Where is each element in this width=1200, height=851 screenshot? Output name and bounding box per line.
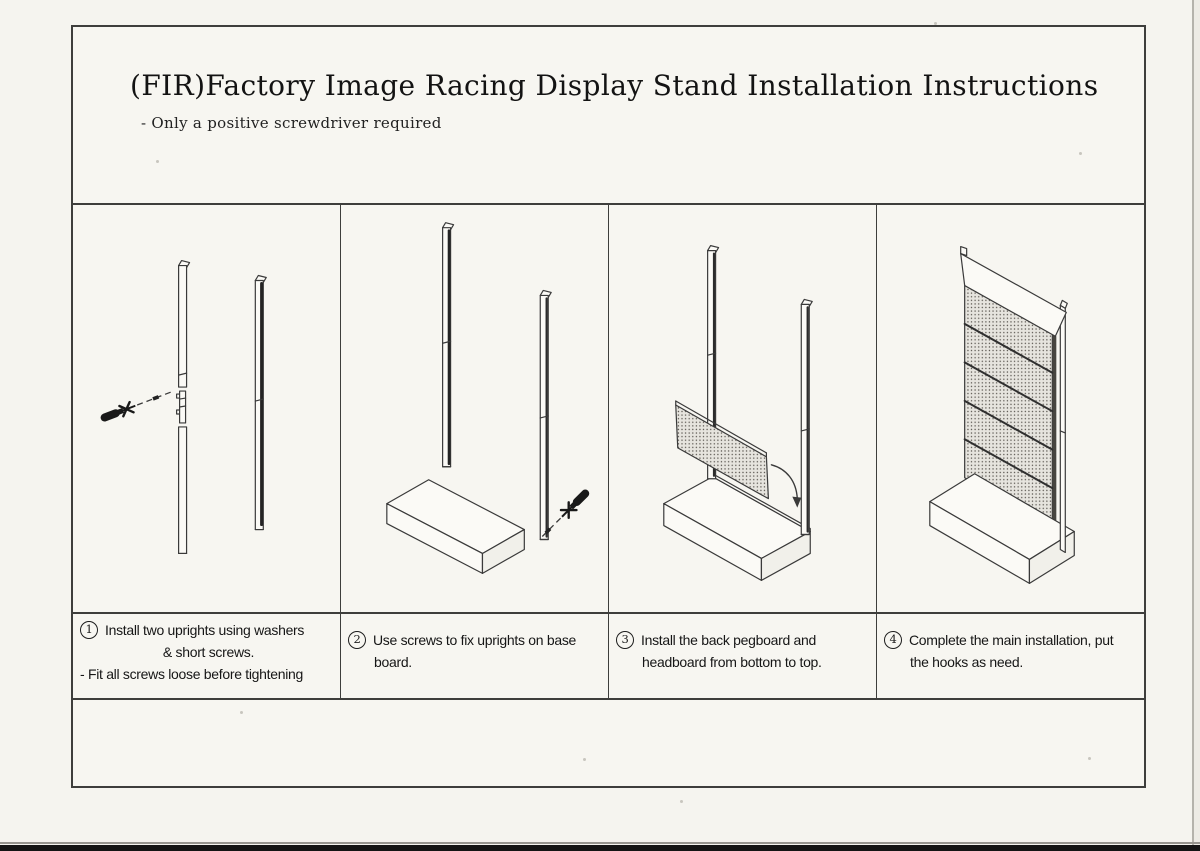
install-arrow-icon bbox=[771, 465, 801, 508]
scan-edge-shade bbox=[1194, 0, 1200, 851]
step-4-text-line2: the hooks as need. bbox=[910, 654, 1023, 670]
step-4-illustration bbox=[877, 205, 1144, 612]
step-1-text-line2: & short screws. bbox=[162, 644, 255, 660]
scan-speckle bbox=[240, 711, 243, 714]
title-block bbox=[73, 27, 1144, 205]
scan-speckle bbox=[1079, 152, 1082, 155]
step-2-caption bbox=[341, 614, 609, 698]
step-2-text-line2: board. bbox=[374, 654, 412, 670]
instruction-sheet-frame bbox=[71, 25, 1146, 788]
scan-black-band bbox=[0, 845, 1200, 851]
step-1-number-badge: 1 bbox=[80, 621, 98, 639]
scan-speckle bbox=[1088, 757, 1091, 760]
step-1-caption bbox=[73, 614, 341, 698]
illustration-row bbox=[73, 205, 1144, 614]
step-4-number-badge: 4 bbox=[884, 631, 902, 649]
step-3-number-badge: 3 bbox=[616, 631, 634, 649]
step-3-illustration bbox=[609, 205, 876, 612]
empty-footer-cell bbox=[73, 700, 1144, 785]
step-3-panel bbox=[609, 205, 877, 612]
step-4-caption bbox=[877, 614, 1144, 698]
scan-speckle bbox=[680, 800, 683, 803]
side-rail-graphic bbox=[1060, 300, 1067, 552]
step-2-illustration bbox=[341, 205, 608, 612]
step-1-text-line3: - Fit all screws loose before tightening bbox=[80, 666, 303, 682]
screwdriver-icon bbox=[99, 387, 174, 424]
uprights-graphic bbox=[177, 261, 267, 554]
step-1-illustration bbox=[73, 205, 340, 612]
scan-speckle bbox=[934, 22, 937, 25]
step-2-number-badge: 2 bbox=[348, 631, 366, 649]
scan-page-edge-line bbox=[1192, 0, 1194, 851]
step-1-panel bbox=[73, 205, 341, 612]
page-title: (FIR)Factory Image Racing Display Stand Installation Instructions bbox=[130, 69, 1099, 102]
step-3-text-line2: headboard from bottom to top. bbox=[642, 654, 822, 670]
step-2-panel bbox=[341, 205, 609, 612]
step-3-caption bbox=[609, 614, 877, 698]
stand-assembly-graphic bbox=[664, 246, 812, 581]
uprights-and-base-graphic bbox=[387, 223, 551, 574]
scan-edge-line-bottom bbox=[0, 842, 1200, 844]
step-4-panel bbox=[877, 205, 1144, 612]
step-2-text-line1: Use screws to fix uprights on base bbox=[373, 632, 577, 648]
page-subtitle: - Only a positive screwdriver required bbox=[141, 114, 442, 132]
scan-speckle bbox=[583, 758, 586, 761]
scan-speckle bbox=[156, 160, 159, 163]
step-1-text-line1: Install two uprights using washers bbox=[105, 622, 305, 638]
step-4-text-line1: Complete the main installation, put bbox=[909, 632, 1114, 648]
completed-stand-graphic bbox=[930, 247, 1074, 584]
step-3-text-line1: Install the back pegboard and bbox=[641, 632, 816, 648]
caption-row bbox=[73, 614, 1144, 700]
